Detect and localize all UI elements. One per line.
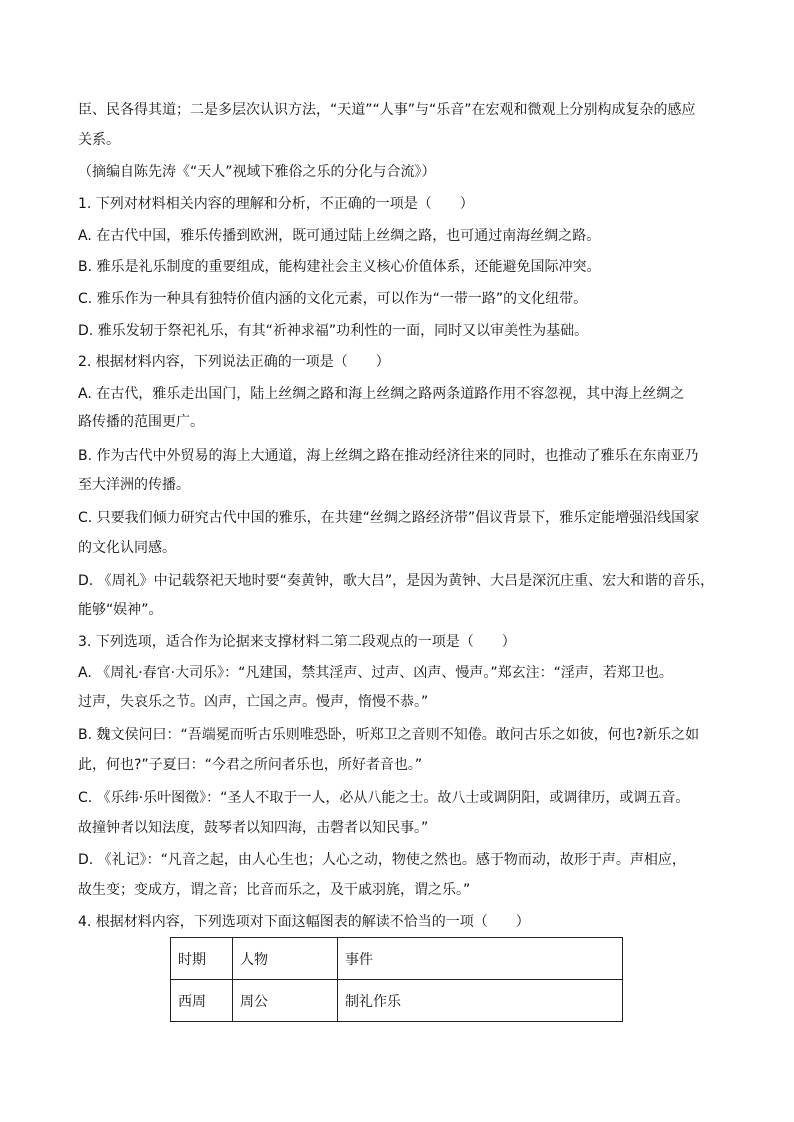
question-2-option-c: C. 只要我们倾力研究古代中国的雅乐，在共建“丝绸之路经济带”倡议背景下，雅乐定能增强沿线国家 — [78, 510, 700, 526]
question-2-option-b-cont: 至大洋洲的传播。 — [78, 477, 190, 493]
question-2-option-d: D. 《周礼》中记载祭祀天地时要“奏黄钟，歌大吕”，是因为黄钟、大吕是深沉庄重、宏大和谐的音乐， — [78, 573, 715, 589]
table-header-cell: 人物 — [233, 938, 338, 980]
question-4-stem: 4. 根据材料内容，下列选项对下面这幅图表的解读不恰当的一项（ ） — [78, 914, 530, 930]
question-3-option-a: A. 《周礼·春官·大司乐》：“凡建国，禁其淫声、过声、凶声、慢声。”郑玄注：“淫声，若郑卫也。 — [78, 665, 673, 681]
table-cell: 制礼作乐 — [338, 980, 623, 1022]
source-citation: （摘编自陈先涛《“天人”视域下雅俗之乐的分化与合流》） — [78, 164, 436, 180]
paragraph-line: 臣、民各得其道；二是多层次认识方法，“天道”“人事”与“乐音”在宏观和微观上分别构成复杂的感应 — [78, 102, 696, 118]
question-2-option-b: B. 作为古代中外贸易的海上大通道，海上丝绸之路在推动经济往来的同时，也推动了雅乐在东南亚乃 — [78, 448, 699, 464]
events-table — [170, 937, 623, 1022]
table-cell: 西周 — [171, 980, 233, 1022]
question-3-option-d-cont: 故生变；变成方，谓之音；比音而乐之，及干戚羽旄，谓之乐。” — [78, 882, 471, 898]
question-2-option-a-cont: 路传播的范围更广。 — [78, 414, 204, 430]
question-1-option-b: B. 雅乐是礼乐制度的重要组成，能构建社会主义核心价值体系，还能避免国际冲突。 — [78, 259, 601, 275]
paragraph-line: 关系。 — [78, 132, 120, 148]
table-row — [171, 980, 623, 1022]
table-header-row — [171, 938, 623, 980]
question-3-stem: 3. 下列选项，适合作为论据来支撑材料二第二段观点的一项是（ ） — [78, 634, 516, 650]
question-3-option-b: B. 魏文侯问曰：“吾端冕而听古乐则唯恐卧，听郑卫之音则不知倦。敢问古乐之如彼，何也?新乐之如 — [78, 727, 700, 743]
question-3-option-b-cont: 此，何也?”子夏曰：“今君之所问者乐也，所好者音也。” — [78, 757, 423, 773]
question-3-option-a-cont: 过声，失哀乐之节。凶声，亡国之声。慢声，惰慢不恭。” — [78, 694, 429, 710]
question-2-option-c-cont: 的文化认同感。 — [78, 540, 176, 556]
table-cell: 周公 — [233, 980, 338, 1022]
table-header-cell: 时期 — [171, 938, 233, 980]
question-2-option-d-cont: 能够“娱神”。 — [78, 602, 163, 618]
question-1-stem: 1. 下列对材料相关内容的理解和分析，不正确的一项是（ ） — [78, 196, 474, 212]
table-header-cell: 事件 — [338, 938, 623, 980]
question-2-stem: 2. 根据材料内容，下列说法正确的一项是（ ） — [78, 354, 390, 370]
question-3-option-c: C. 《乐纬·乐叶图徵》：“圣人不取于一人，必从八能之士。故八士或调阴阳，或调律历，或调五音。 — [78, 790, 690, 806]
question-1-option-d: D. 雅乐发轫于祭祀礼乐，有其“祈神求福”功利性的一面，同时又以审美性为基础。 — [78, 323, 589, 339]
question-1-option-c: C. 雅乐作为一种具有独特价值内涵的文化元素，可以作为“一带一路”的文化纽带。 — [78, 291, 588, 307]
question-2-option-a: A. 在古代，雅乐走出国门，陆上丝绸之路和海上丝绸之路两条道路作用不容忽视，其中海上丝绸之 — [78, 386, 685, 402]
question-1-option-a: A. 在古代中国，雅乐传播到欧洲，既可通过陆上丝绸之路，也可通过南海丝绸之路。 — [78, 228, 601, 244]
question-3-option-d: D. 《礼记》：“凡音之起，由人心生也；人心之动，物使之然也。感于物而动，故形于声。声相应， — [78, 852, 686, 868]
question-3-option-c-cont: 故撞钟者以知法度，鼓琴者以知四海，击磬者以知民事。” — [78, 820, 429, 836]
